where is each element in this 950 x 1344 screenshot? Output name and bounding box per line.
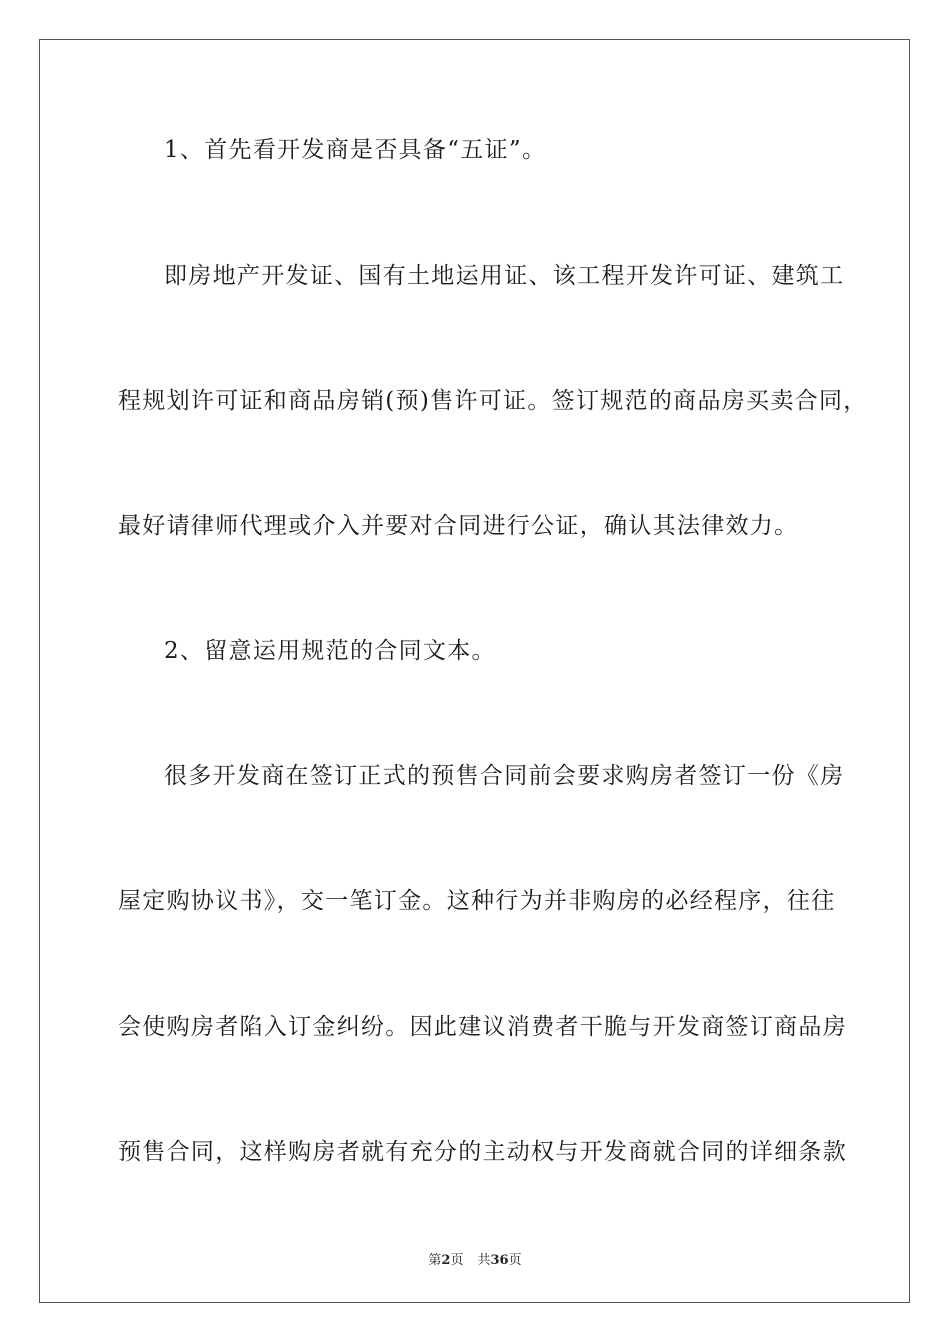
paragraph-line: 程规划许可证和商品房销(预)售许可证。签订规范的商品房买卖合同， [118,388,868,414]
paragraph-line: 会使购房者陷入订金纠纷。因此建议消费者干脆与开发商签订商品房 [118,1014,847,1040]
paragraph-line: 2、留意运用规范的合同文本。 [164,638,496,664]
page-border [39,39,910,1303]
total-suffix: 页 [508,1253,522,1268]
page-prefix: 第 [428,1253,442,1268]
paragraph-line: 预售合同，这样购房者就有充分的主动权与开发商就合同的详细条款 [118,1139,847,1165]
total-prefix: 共 [477,1253,491,1268]
page-footer [0,1249,950,1268]
paragraph-line: 最好请律师代理或介入并要对合同进行公证，确认其法律效力。 [118,513,799,539]
total-pages: 36 [490,1253,509,1268]
paragraph-line: 即房地产开发证、国有土地运用证、该工程开发许可证、建筑工 [164,263,845,289]
paragraph-line: 很多开发商在签订正式的预售合同前会要求购房者签订一份《房 [164,763,845,789]
page-suffix: 页 [450,1253,464,1268]
page-number: 2 [441,1253,451,1268]
paragraph-line: 屋定购协议书》，交一笔订金。这种行为并非购房的必经程序，往往 [118,888,836,914]
paragraph-line: 1、首先看开发商是否具备“五证”。 [164,137,547,163]
